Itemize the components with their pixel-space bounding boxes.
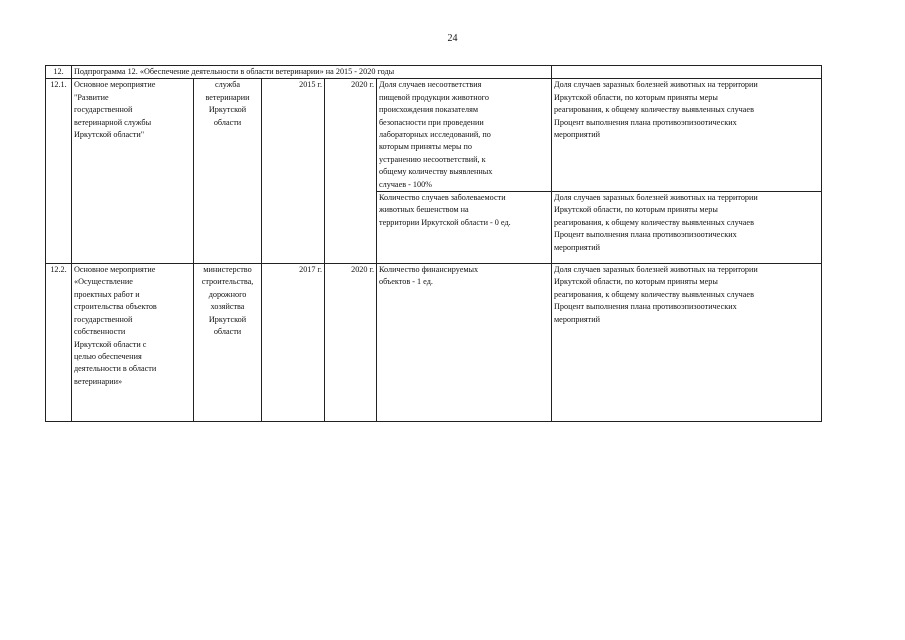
executor-text: служба ветеринарии Иркутской области (205, 80, 250, 127)
indicator-text: Доля случаев заразных болезней животных на территории Иркутской области, по которым приняты меры реагирования, к общему количеству выявленных случаев Процент выполнения плана противоэпизоотических мероприятий (554, 80, 758, 140)
end-year: 2020 г. (325, 264, 377, 422)
event-text: Основное мероприятие «Осуществление проектных работ и строительства объектов государственной собственности Иркутской области с целью обеспечения деятельности в области ветеринарии» (74, 265, 157, 386)
executor-text: министерство строительства, дорожного хозяйства Иркутской области (201, 265, 254, 337)
end-year: 2020 г. (325, 79, 377, 264)
result-text: Количество случаев заболеваемости животных бешенством на территории Иркутской области - 0 ед. (379, 193, 511, 227)
empty-cell (552, 66, 822, 79)
result-cell (377, 79, 552, 192)
table-row (46, 79, 822, 192)
event-cell (72, 264, 194, 422)
table-row (46, 264, 822, 422)
indicator-text: Доля случаев заразных болезней животных на территории Иркутской области, по которым приняты меры реагирования, к общему количеству выявленных случаев Процент выполнения плана противоэпизоотических мероприятий (554, 193, 758, 252)
indicator-text: Доля случаев заразных болезней животных на территории Иркутской области, по которым приняты меры реагирования, к общему количеству выявленных случаев Процент выполнения плана противоэпизоотических мероприятий (554, 265, 758, 324)
subprogram-header-row (46, 66, 822, 79)
executor-cell (194, 264, 262, 422)
row-number: 12.2. (46, 264, 72, 422)
indicator-cell (552, 264, 822, 422)
indicator-cell (552, 79, 822, 192)
event-text: Основное мероприятие "Развитие государственной ветеринарной службы Иркутской области" (74, 80, 156, 140)
result-text: Доля случаев несоответствия пищевой продукции животного происхождения показателям безопасности при проведении лабораторных исследований, по которым приняты меры по устранению несоответствий, к общему количеству выявленных случаев - 100% (379, 80, 493, 189)
result-cell (377, 264, 552, 422)
subprogram-number: 12. (46, 66, 72, 79)
start-year: 2015 г. (262, 79, 325, 264)
indicator-cell (552, 192, 822, 264)
executor-cell (194, 79, 262, 264)
event-cell (72, 79, 194, 264)
start-year: 2017 г. (262, 264, 325, 422)
row-number: 12.1. (46, 79, 72, 264)
program-table (45, 65, 822, 422)
result-cell (377, 192, 552, 264)
subprogram-title: Подпрограмма 12. «Обеспечение деятельности в области ветеринарии» на 2015 - 2020 годы (72, 66, 552, 79)
result-text: Количество финансируемых объектов - 1 ед. (379, 265, 479, 287)
page-number: 24 (447, 33, 458, 44)
